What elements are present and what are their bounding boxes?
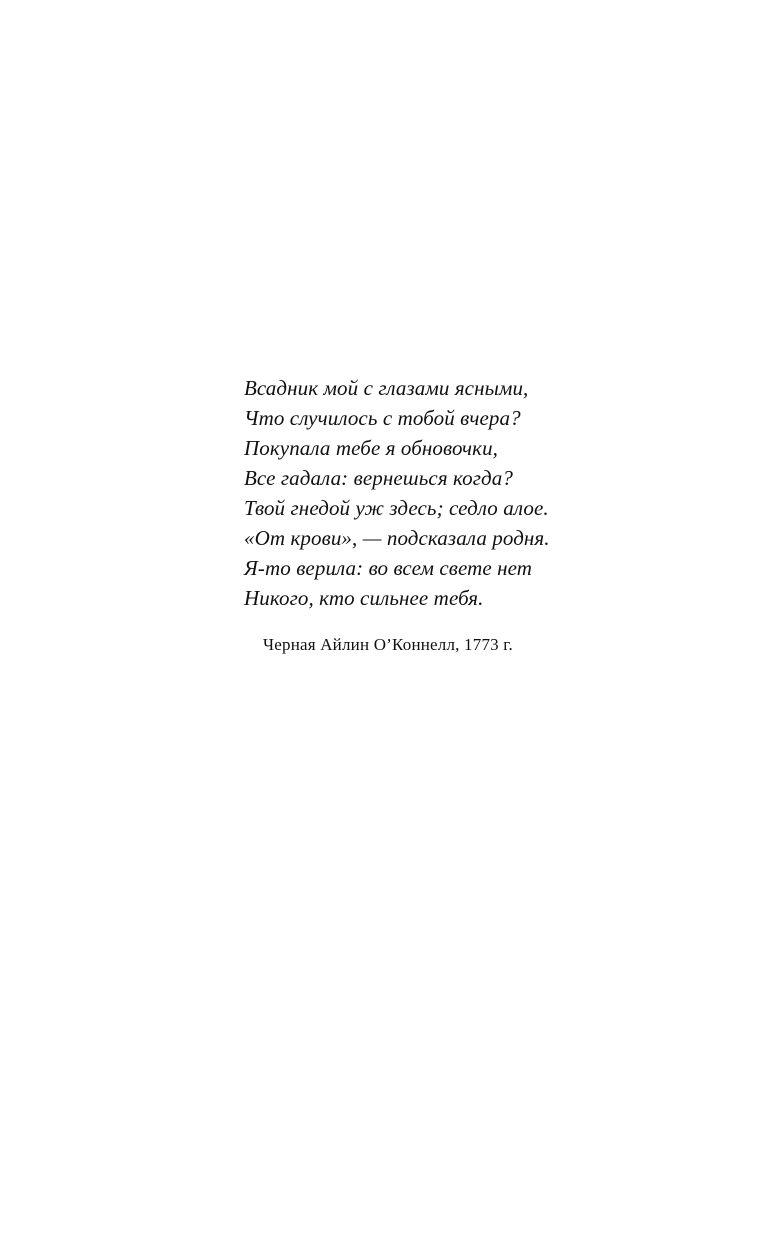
epigraph-attribution: Черная Айлин О’Коннелл, 1773 г. [263, 635, 514, 654]
epigraph [244, 373, 604, 613]
poem-line: Что случилось с тобой вчера? [244, 406, 521, 430]
poem-line: Я-то верила: во всем свете нет [244, 556, 533, 580]
poem-line: Твой гнедой уж здесь; седло алое. [244, 496, 549, 520]
poem-line: «От крови», — подсказала родня. [244, 526, 550, 550]
poem-stanza [244, 373, 604, 613]
poem-line: Все гадала: вернешься когда? [244, 466, 513, 490]
poem-line: Покупала тебе я обновочки, [244, 436, 499, 460]
poem-line: Всадник мой с глазами ясными, [244, 376, 529, 400]
poem-line: Никого, кто сильнее тебя. [244, 586, 484, 610]
